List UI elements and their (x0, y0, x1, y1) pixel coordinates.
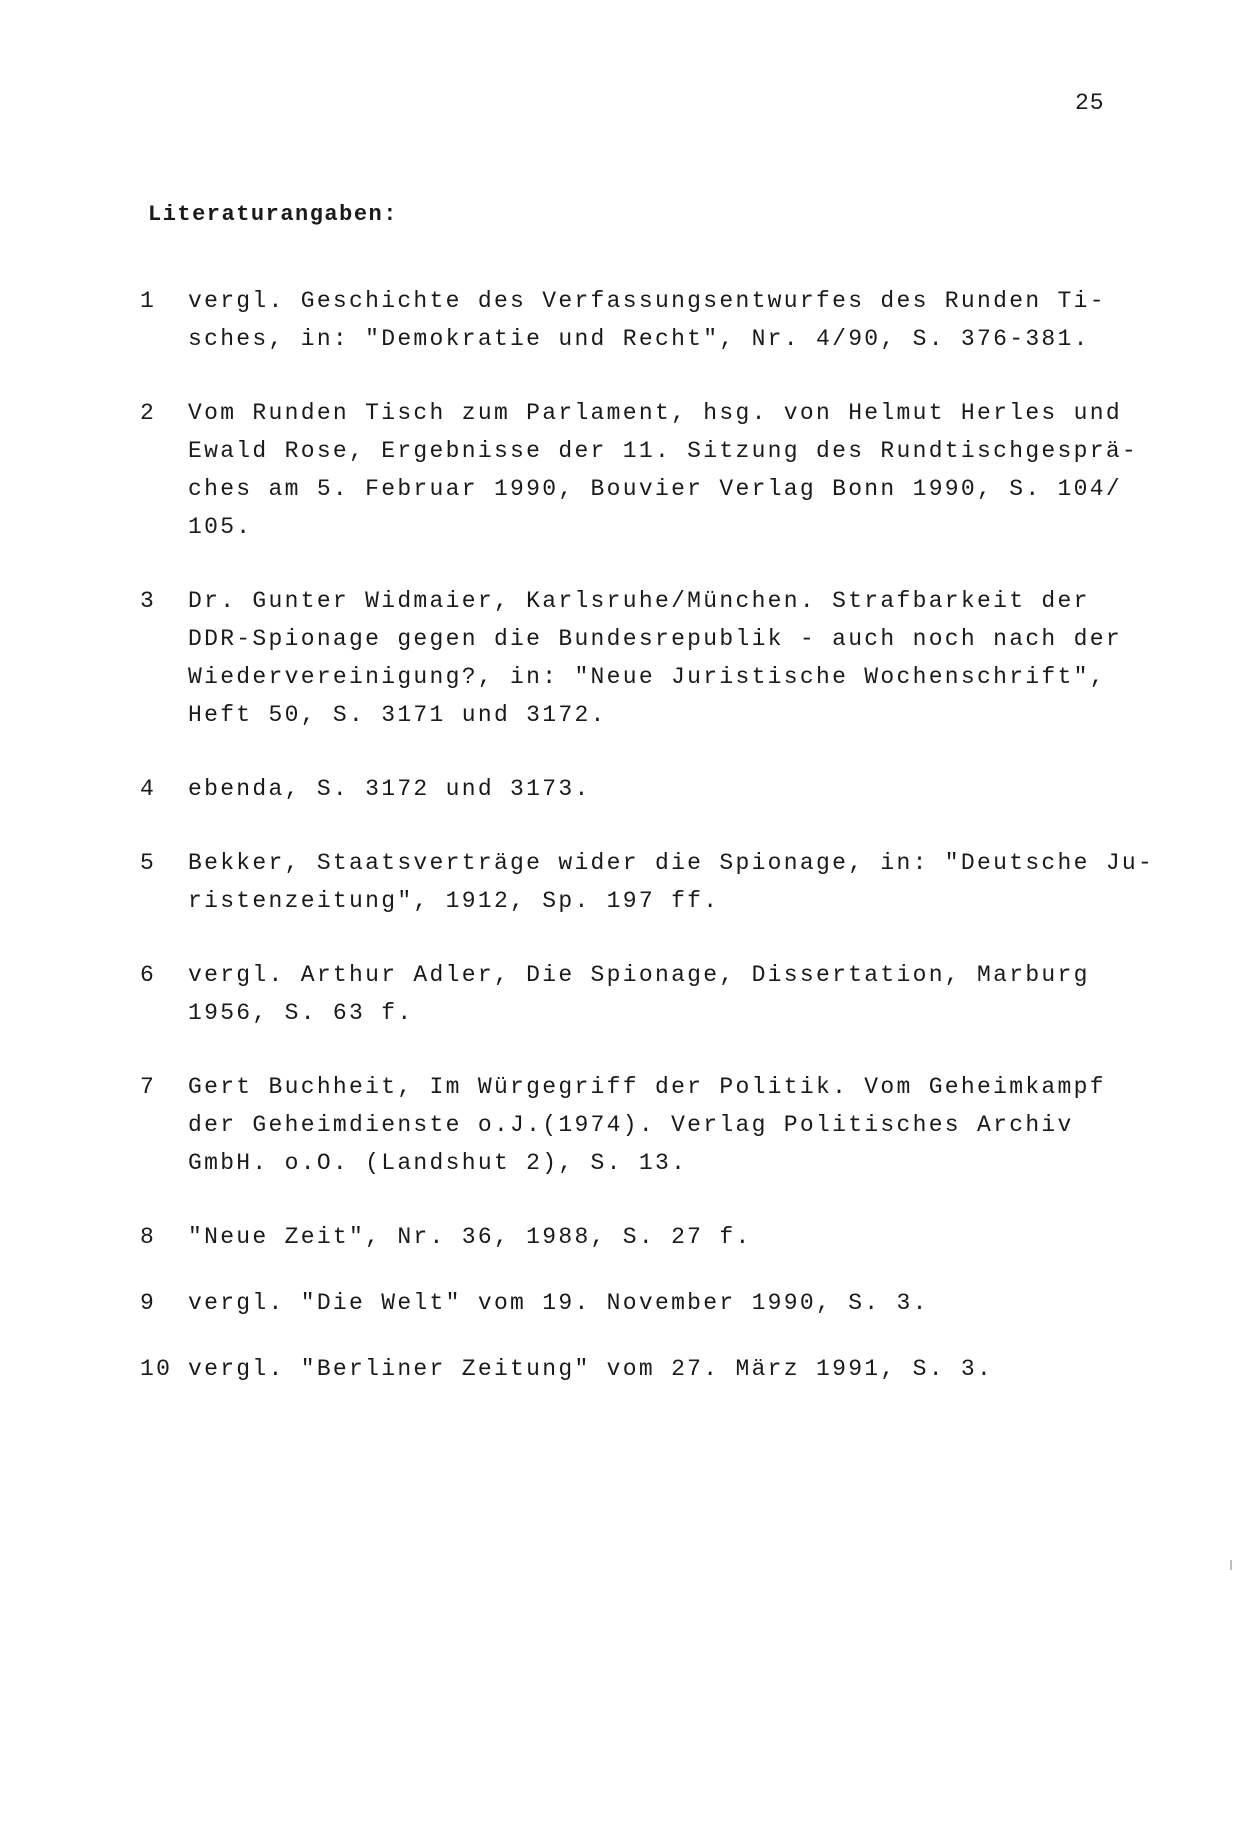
reference-item (140, 956, 1140, 1032)
reference-text (188, 282, 1140, 358)
reference-list (140, 282, 1155, 1388)
reference-item (140, 770, 1140, 808)
reference-line: ebenda, S. 3172 und 3173. (188, 776, 591, 802)
reference-number: 2 (140, 400, 157, 426)
reference-line: DDR-Spionage gegen die Bundesrepublik - auch noch nach der (188, 626, 1122, 652)
reference-number: 1 (140, 288, 157, 314)
reference-line: GmbH. o.O. (Landshut 2), S. 13. (188, 1150, 688, 1176)
reference-item (140, 282, 1140, 358)
reference-line: vergl. Geschichte des Verfassungsentwurfes des Runden Ti- (188, 288, 1106, 314)
reference-item (140, 394, 1140, 546)
reference-line: der Geheimdienste o.J.(1974). Verlag Politisches Archiv (188, 1112, 1074, 1138)
reference-number: 10 (140, 1356, 173, 1382)
page-number: 25 (1075, 90, 1105, 116)
reference-line: Gert Buchheit, Im Würgegriff der Politik. Vom Geheimkampf (188, 1074, 1106, 1100)
reference-line: 1956, S. 63 f. (188, 1000, 414, 1026)
reference-line: Vom Runden Tisch zum Parlament, hsg. von Helmut Herles und (188, 400, 1122, 426)
reference-text (188, 770, 1140, 808)
reference-number: 4 (140, 776, 157, 802)
reference-item (140, 1350, 1140, 1388)
reference-number: 5 (140, 850, 157, 876)
reference-line: ristenzeitung", 1912, Sp. 197 ff. (188, 888, 720, 914)
reference-line: sches, in: "Demokratie und Recht", Nr. 4/90, S. 376-381. (188, 326, 1090, 352)
section-heading: Literaturangaben: (148, 202, 398, 227)
reference-text (188, 1068, 1140, 1182)
scan-artifact (1230, 1560, 1232, 1570)
reference-text (188, 394, 1140, 546)
reference-text (188, 844, 1154, 920)
reference-line: vergl. Arthur Adler, Die Spionage, Dissertation, Marburg (188, 962, 1090, 988)
reference-number: 9 (140, 1290, 157, 1316)
reference-text (188, 956, 1140, 1032)
reference-line: 105. (188, 514, 253, 540)
reference-line: ches am 5. Februar 1990, Bouvier Verlag Bonn 1990, S. 104/ (188, 476, 1122, 502)
reference-line: Ewald Rose, Ergebnisse der 11. Sitzung des Rundtischgesprä- (188, 438, 1139, 464)
reference-number: 8 (140, 1224, 157, 1250)
reference-text (188, 582, 1140, 734)
reference-item (140, 1068, 1140, 1182)
reference-number: 3 (140, 588, 157, 614)
reference-number: 6 (140, 962, 157, 988)
reference-line: Bekker, Staatsverträge wider die Spionage, in: "Deutsche Ju- (188, 850, 1155, 876)
reference-number: 7 (140, 1074, 157, 1100)
reference-line: Wiedervereinigung?, in: "Neue Juristische Wochenschrift", (188, 664, 1106, 690)
reference-text (188, 1284, 1140, 1322)
reference-line: Dr. Gunter Widmaier, Karlsruhe/München. Strafbarkeit der (188, 588, 1090, 614)
reference-item (140, 582, 1140, 734)
reference-line: "Neue Zeit", Nr. 36, 1988, S. 27 f. (188, 1224, 752, 1250)
reference-line: vergl. "Die Welt" vom 19. November 1990, S. 3. (188, 1290, 929, 1316)
reference-line: vergl. "Berliner Zeitung" vom 27. März 1991, S. 3. (188, 1356, 994, 1382)
reference-line: Heft 50, S. 3171 und 3172. (188, 702, 607, 728)
reference-text (188, 1218, 1140, 1256)
reference-item (140, 1218, 1140, 1256)
reference-item (140, 844, 1155, 920)
reference-item (140, 1284, 1140, 1322)
reference-text (188, 1350, 1140, 1388)
